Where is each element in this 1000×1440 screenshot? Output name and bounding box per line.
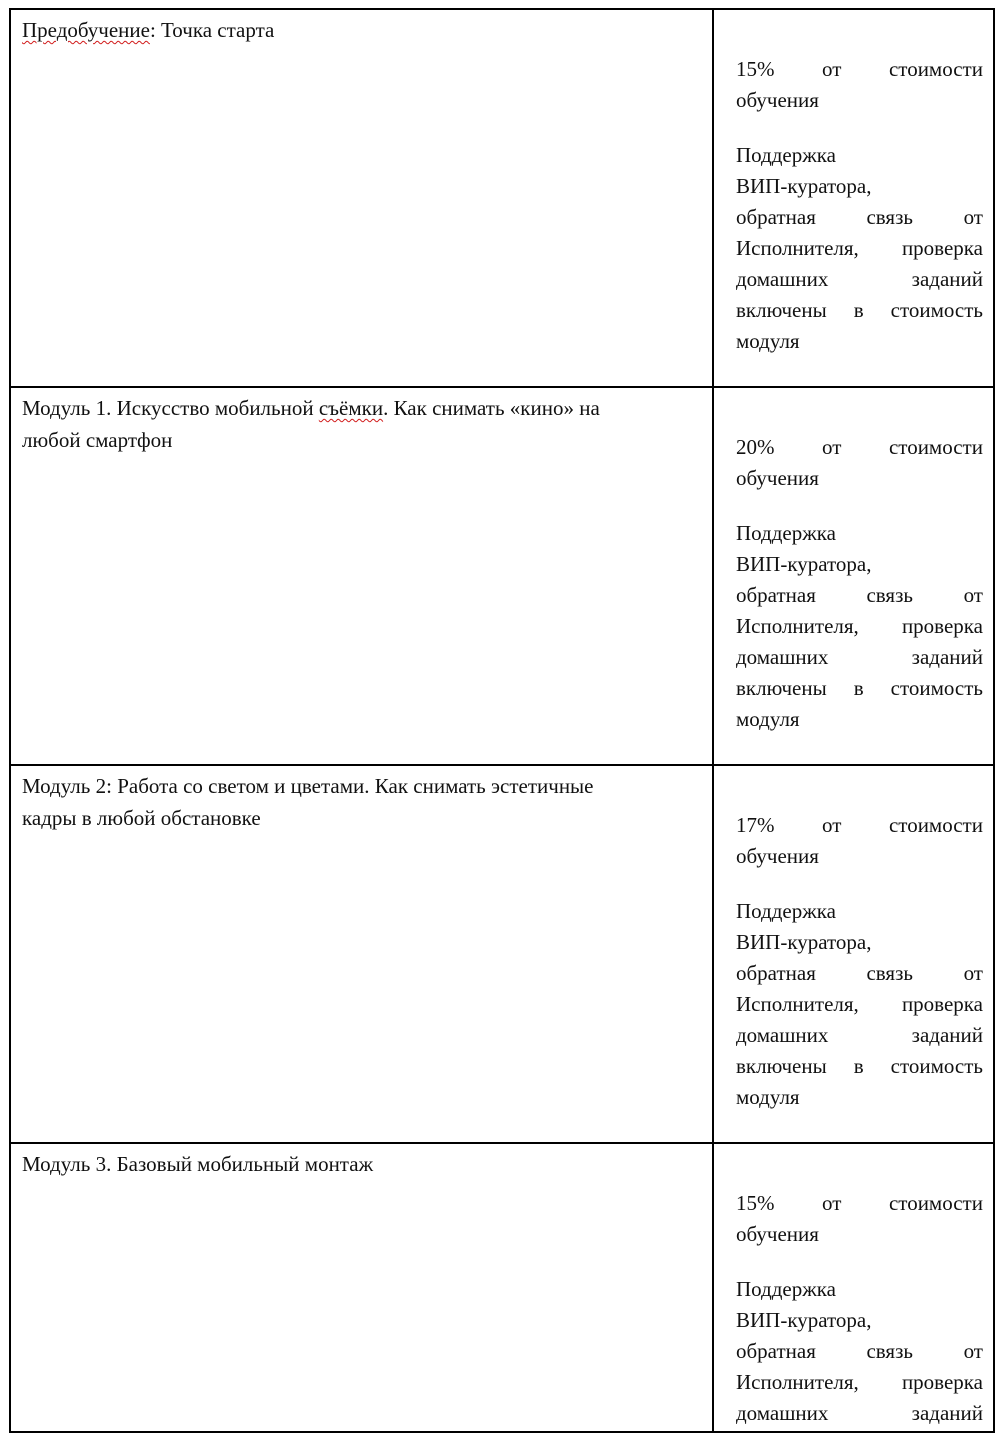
support-text: Поддержка ВИП-куратора, обратная связь от Исполнителя, проверка домашних заданий включены в стоимость модуля (736, 143, 983, 353)
module-title: Модуль 2: Работа со светом и цветами. Как снимать эстетичные кадры в любой обстановке (22, 774, 594, 830)
price-cell (713, 765, 994, 1143)
module-cell (10, 1143, 713, 1432)
module-cell (10, 765, 713, 1143)
table-row (10, 1143, 994, 1432)
spellcheck-word: Предобучение (22, 18, 150, 42)
support-text: Поддержка ВИП-куратора, обратная связь от Исполнителя, проверка домашних заданий включены в стоимость модуля (736, 899, 983, 1109)
price-cell (713, 387, 994, 765)
module-cell (10, 387, 713, 765)
price-text: 15% от стоимости обучения (736, 57, 983, 112)
table-row (10, 387, 994, 765)
price-text: 17% от стоимости обучения (736, 813, 983, 868)
price-cell (713, 1143, 994, 1432)
spellcheck-word: съёмки (318, 396, 384, 420)
table-row (10, 765, 994, 1143)
price-text: 20% от стоимости обучения (736, 435, 983, 490)
table-row (10, 9, 994, 387)
module-title: Модуль 1. Искусство мобильной съёмки. Как снимать «кино» на любой смартфон (22, 396, 600, 452)
modules-table (9, 8, 995, 1433)
price-cell (713, 9, 994, 387)
support-text: Поддержка ВИП-куратора, обратная связь от Исполнителя, проверка домашних заданий (736, 1277, 983, 1425)
module-cell (10, 9, 713, 387)
price-text: 15% от стоимости обучения (736, 1191, 983, 1246)
module-title: Предобучение: Точка старта (22, 18, 275, 42)
module-title: Модуль 3. Базовый мобильный монтаж (22, 1152, 374, 1176)
support-text: Поддержка ВИП-куратора, обратная связь от Исполнителя, проверка домашних заданий включены в стоимость модуля (736, 521, 983, 731)
